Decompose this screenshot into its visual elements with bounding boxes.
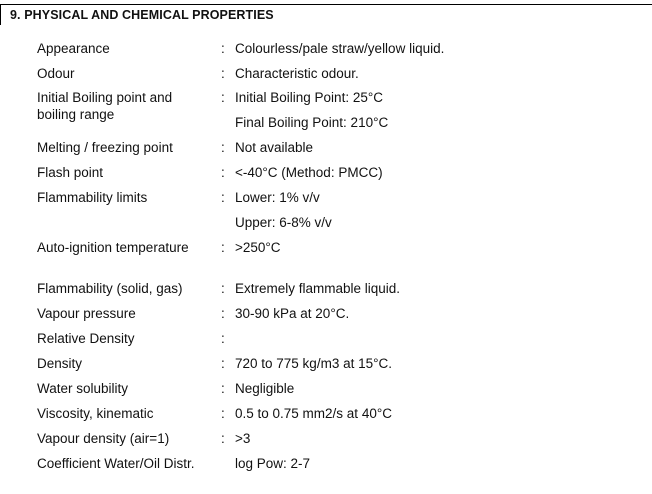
section-title: 9. PHYSICAL AND CHEMICAL PROPERTIES (10, 8, 274, 22)
property-value: Not available (235, 140, 314, 155)
property-label: Coefficient Water/Oil Distr. (37, 456, 195, 471)
property-value: Initial Boiling Point: 25°C (235, 90, 383, 105)
property-colon: : (221, 281, 225, 296)
property-value: log Pow: 2-7 (235, 456, 311, 471)
property-label: Density (37, 356, 83, 371)
property-value: Upper: 6-8% v/v (235, 215, 332, 230)
property-label: Odour (37, 66, 75, 81)
property-label: Water solubility (37, 381, 129, 396)
property-colon: : (221, 41, 225, 56)
property-label: Melting / freezing point (37, 140, 173, 155)
property-label: Viscosity, kinematic (37, 406, 154, 421)
property-colon: : (221, 331, 225, 346)
property-label: Vapour density (air=1) (37, 431, 170, 446)
property-colon: : (221, 165, 225, 180)
property-value: Characteristic odour. (235, 66, 359, 81)
property-colon: : (221, 190, 225, 205)
property-colon: : (221, 90, 225, 105)
property-label: Flash point (37, 165, 104, 180)
section-top-rule (0, 4, 652, 5)
property-value: Colourless/pale straw/yellow liquid. (235, 41, 445, 56)
property-label: Flammability (solid, gas) (37, 281, 183, 296)
property-value: Lower: 1% v/v (235, 190, 320, 205)
property-value: 30-90 kPa at 20°C. (235, 306, 350, 321)
property-colon: : (221, 381, 225, 396)
property-colon: : (221, 406, 225, 421)
property-value: Extremely flammable liquid. (235, 281, 401, 296)
property-colon: : (221, 356, 225, 371)
section-left-rule (0, 4, 1, 25)
property-colon: : (221, 140, 225, 155)
property-value: 0.5 to 0.75 mm2/s at 40°C (235, 406, 392, 421)
property-colon: : (221, 240, 225, 255)
property-value: Negligible (235, 381, 295, 396)
property-value: Final Boiling Point: 210°C (235, 115, 389, 130)
property-label: Vapour pressure (37, 306, 136, 321)
property-value: 720 to 775 kg/m3 at 15°C. (235, 356, 392, 371)
property-value: >3 (235, 431, 251, 446)
property-colon: : (221, 431, 225, 446)
property-label: Relative Density (37, 331, 135, 346)
property-colon: : (221, 66, 225, 81)
property-value: <-40°C (Method: PMCC) (235, 165, 383, 180)
property-colon: : (221, 306, 225, 321)
property-label: Flammability limits (37, 190, 148, 205)
property-value: >250°C (235, 240, 281, 255)
property-label: Initial Boiling point and boiling range (37, 90, 173, 122)
property-label: Auto-ignition temperature (37, 240, 189, 255)
property-label: Appearance (37, 41, 110, 56)
